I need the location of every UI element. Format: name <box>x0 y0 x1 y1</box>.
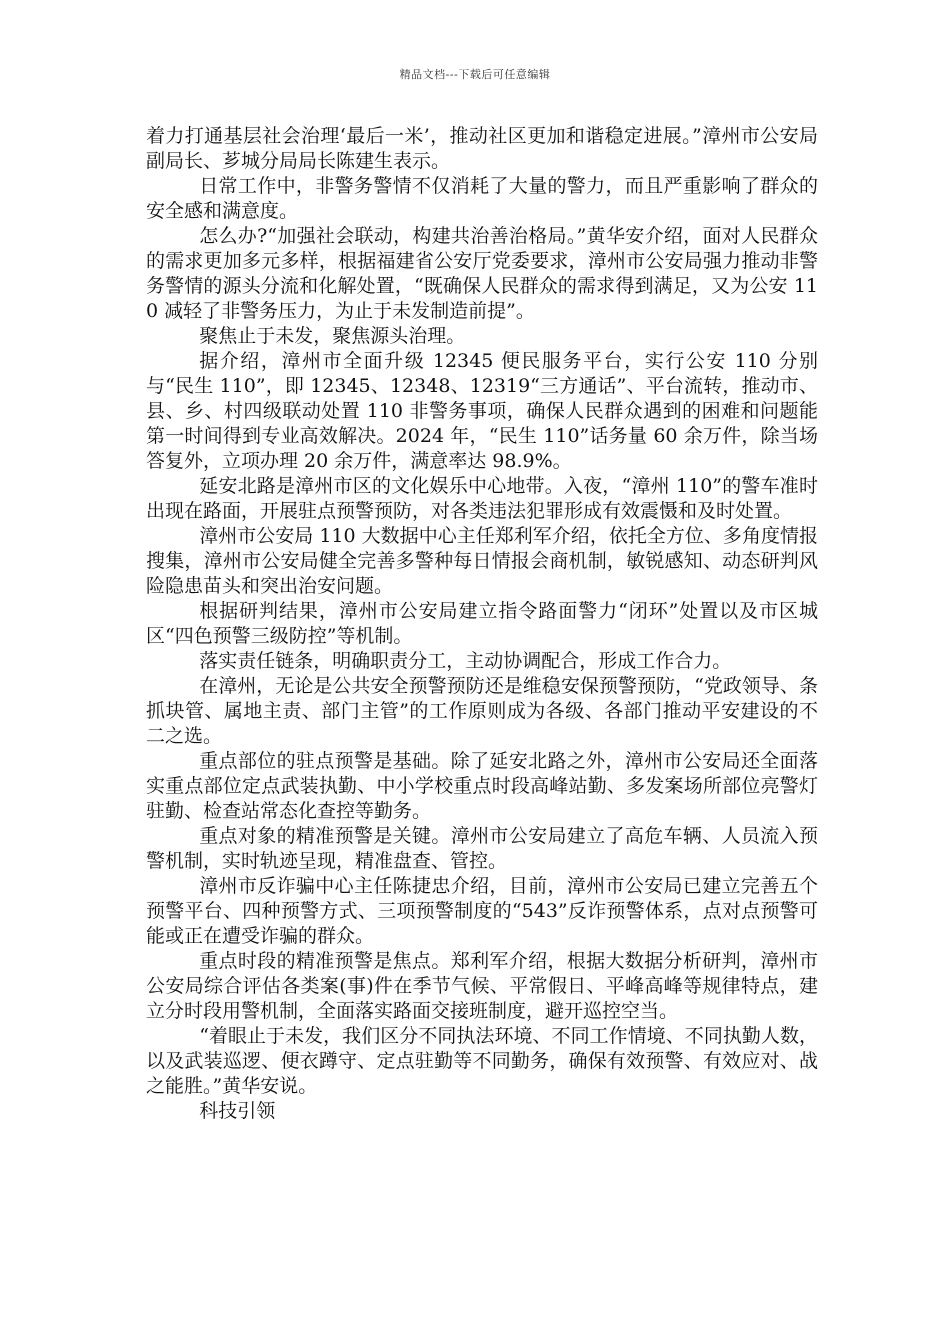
paragraph: 重点时段的精准预警是焦点。郑利军介绍，根据大数据分析研判，漳州市公安局综合评估各类案(事)件在季节气候、平常假日、平峰高峰等规律特点，建立分时段用警机制，全面落实路面交接班制度，避开巡控空当。 <box>146 950 818 1022</box>
article-body <box>146 124 818 1124</box>
paragraph: 落实责任链条，明确职责分工，主动协调配合，形成工作合力。 <box>199 650 732 672</box>
paragraph: 着力打通基层社会治理‘最后一米’，推动社区更加和谐稳定进展。”漳州市公安局副局长、芗城分局局长陈建生表示。 <box>146 125 818 172</box>
section-heading: 科技引领 <box>199 1100 276 1122</box>
paragraph: 日常工作中，非警务警情不仅消耗了大量的警力，而且严重影响了群众的安全感和满意度。 <box>146 175 818 222</box>
paragraph: 重点部位的驻点预警是基础。除了延安北路之外，漳州市公安局还全面落实重点部位定点武装执勤、中小学校重点时段高峰站勤、多发案场所部位亮警灯驻勤、检查站常态化查控等勤务。 <box>146 750 818 822</box>
paragraph: 在漳州，无论是公共安全预警预防还是维稳安保预警预防，“党政领导、条抓块管、属地主责、部门主管”的工作原则成为各级、各部门推动平安建设的不二之选。 <box>146 675 818 747</box>
paragraph: 根据研判结果，漳州市公安局建立指令路面警力“闭环”处置以及市区城区“四色预警三级防控”等机制。 <box>146 600 818 647</box>
paragraph: 重点对象的精准预警是关键。漳州市公安局建立了高危车辆、人员流入预警机制，实时轨迹呈现，精准盘查、管控。 <box>146 825 818 872</box>
paragraph: 聚焦止于未发，聚焦源头治理。 <box>199 325 466 347</box>
paragraph: 延安北路是漳州市区的文化娱乐中心地带。入夜，“漳州 110”的警车准时出现在路面，开展驻点预警预防，对各类违法犯罪形成有效震慑和及时处置。 <box>146 475 818 522</box>
paragraph: 怎么办?“加强社会联动，构建共治善治格局。”黄华安介绍，面对人民群众的需求更加多元多样，根据福建省公安厅党委要求，漳州市公安局强力推动非警务警情的源头分流和化解处置，“既确保人民群众的需求得到满足，又为公安 110 减轻了非警务压力，为止于未发制造前提”。 <box>146 225 818 322</box>
paragraph: “着眼止于未发，我们区分不同执法环境、不同工作情境、不同执勤人数，以及武装巡逻、便衣蹲守、定点驻勤等不同勤务，确保有效预警、有效应对、战之能胜。”黄华安说。 <box>146 1025 818 1097</box>
page-header: 精品文档---下载后可任意编辑 <box>399 68 551 81</box>
paragraph: 漳州市反诈骗中心主任陈捷忠介绍，目前，漳州市公安局已建立完善五个预警平台、四种预警方式、三项预警制度的“543”反诈预警体系，点对点预警可能或正在遭受诈骗的群众。 <box>146 875 818 947</box>
paragraph: 漳州市公安局 110 大数据中心主任郑利军介绍，依托全方位、多角度情报搜集，漳州市公安局健全完善多警种每日情报会商机制，敏锐感知、动态研判风险隐患苗头和突出治安问题。 <box>146 525 818 597</box>
paragraph: 据介绍，漳州市全面升级 12345 便民服务平台，实行公安 110 分别与“民生 110”，即 12345、12348、12319“三方通话”、平台流转，推动市、县、乡、村四级联动处置 110 非警务事项，确保人民群众遇到的困难和问题能第一时间得到专业高效解决。2024 年，“民生 110”话务量 60 余万件，除当场答复外，立项办理 20 余万件，满意率达 98.9%。 <box>146 350 818 472</box>
